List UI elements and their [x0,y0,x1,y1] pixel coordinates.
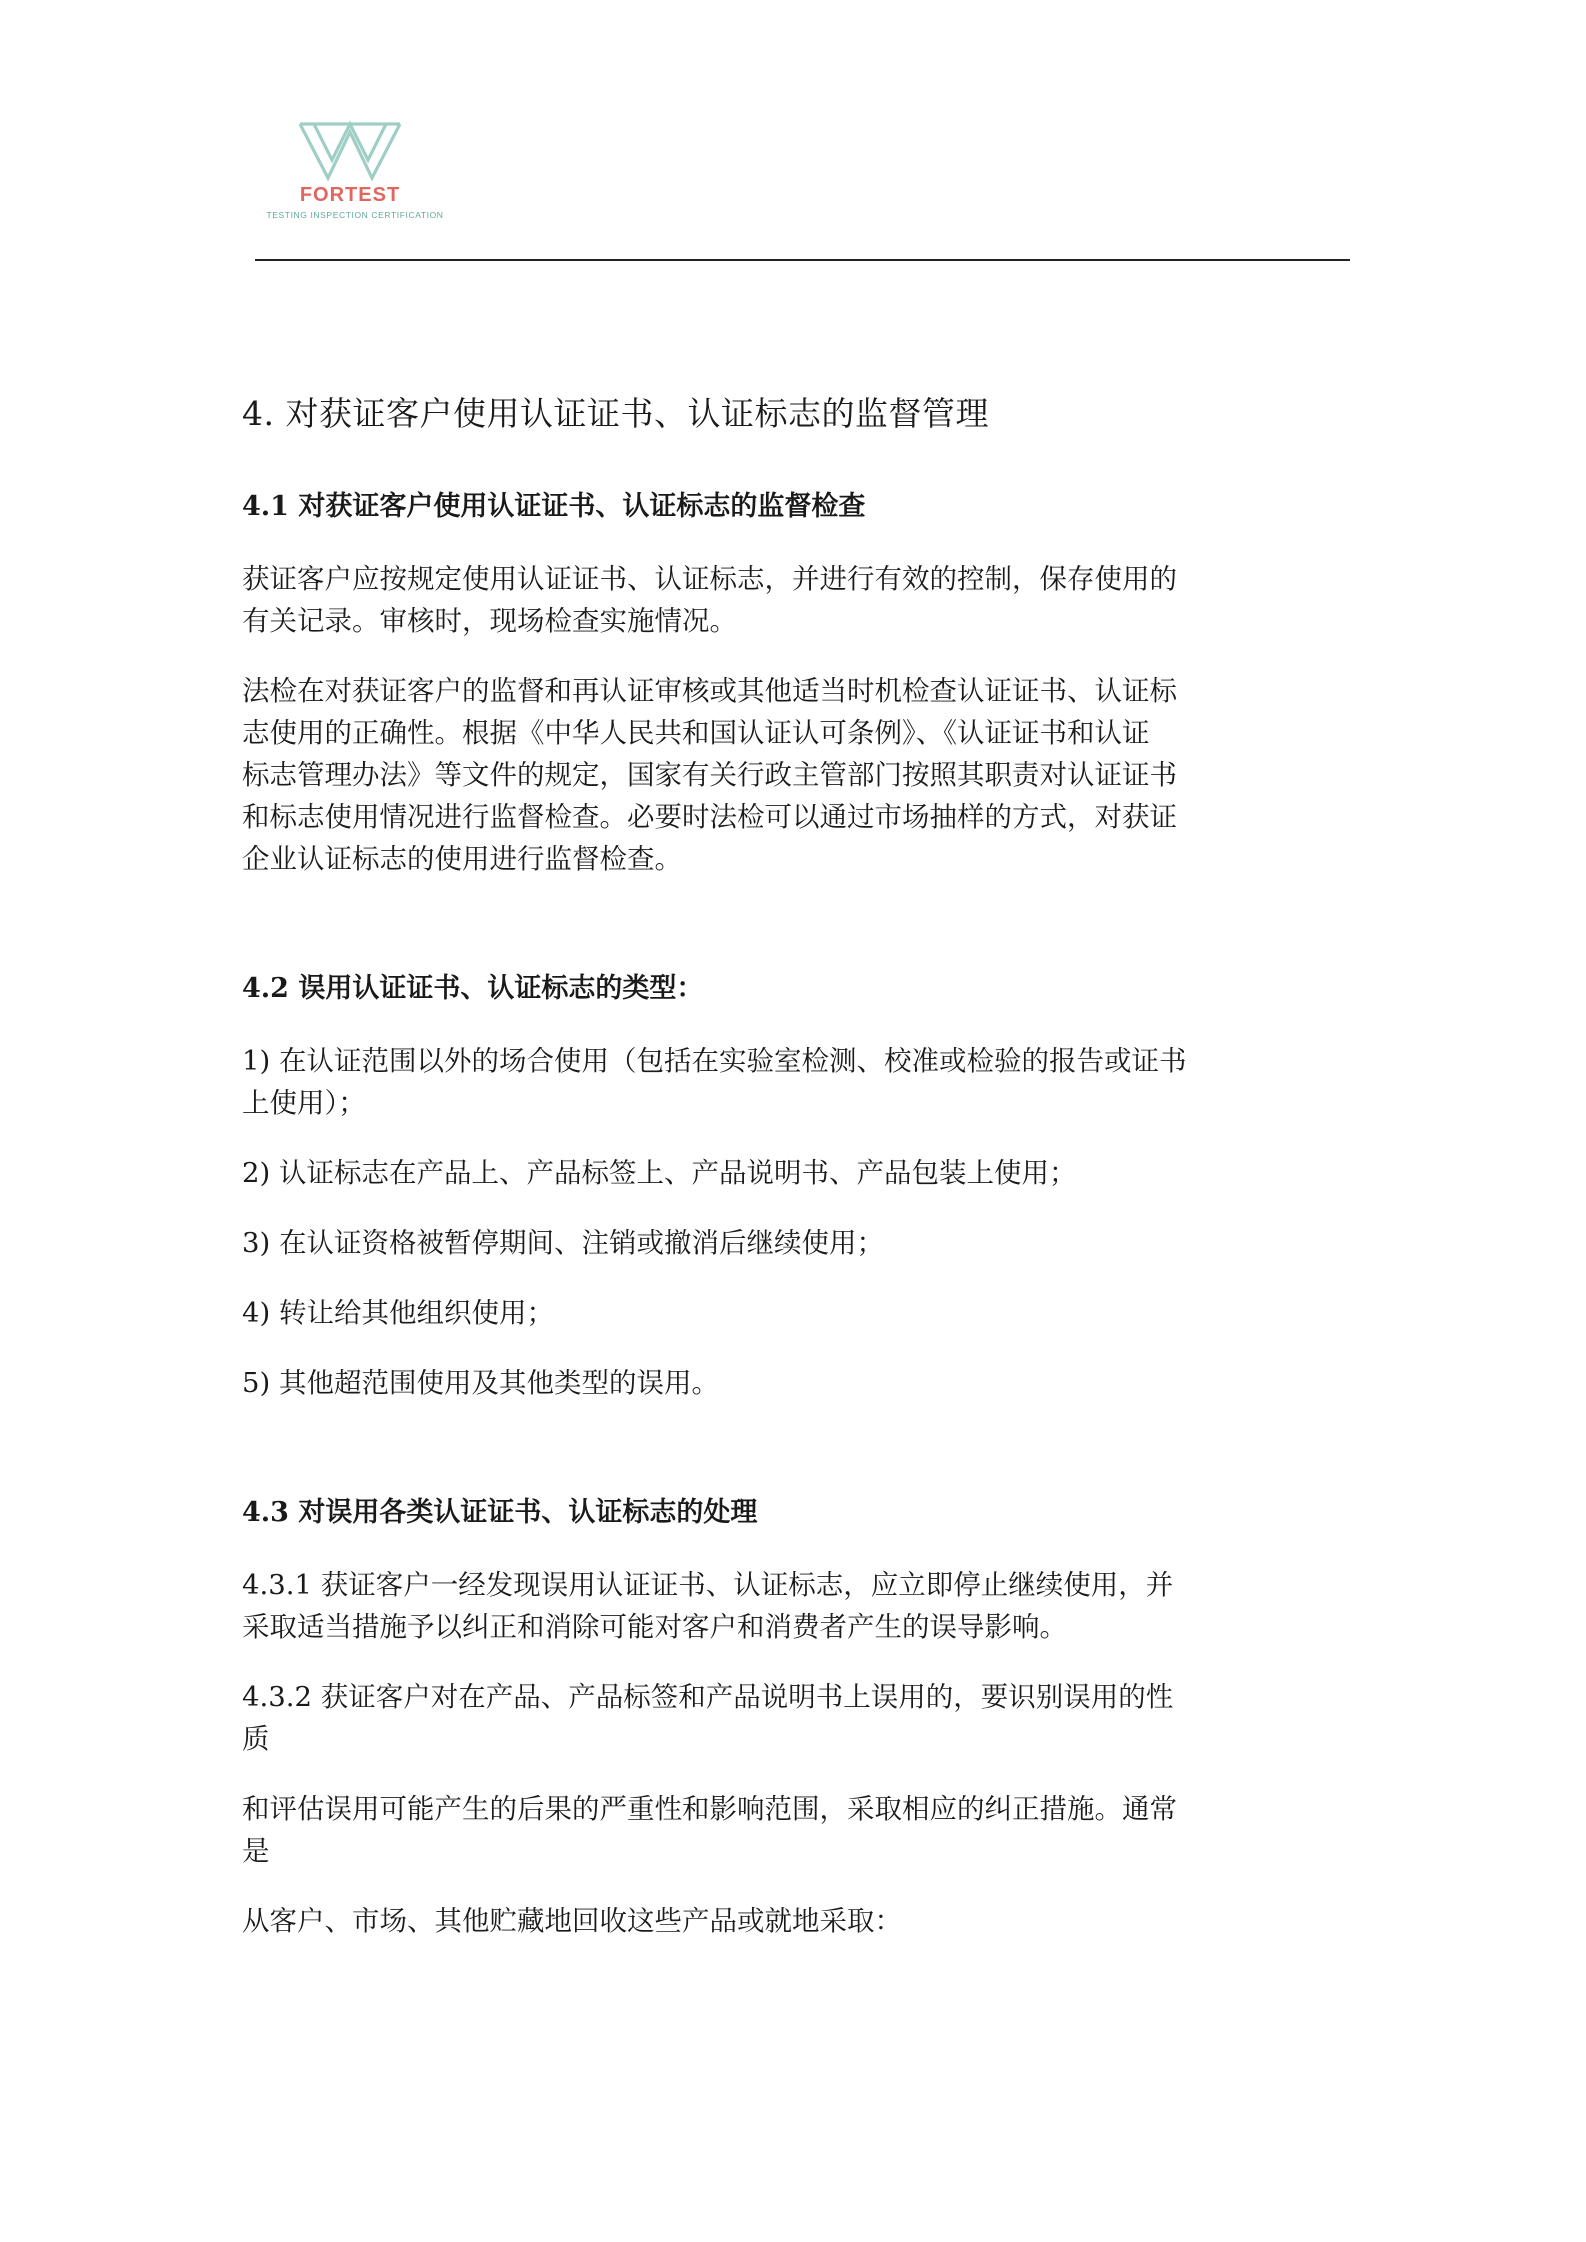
list-item: 4) 转让给其他组织使用； [242,1297,554,1329]
paragraph-4-3-1: 4.3.1 获证客户一经发现误用认证证书、认证标志，应立即停止继续使用，并 采取适当措施予以纠正和消除可能对客户和消费者产生的误导影响。 [242,1569,1174,1643]
fortest-logo [250,120,460,230]
header-divider [255,259,1350,261]
section-heading: 4. 对获证客户使用认证证书、认证标志的监督管理 [242,394,989,433]
paragraph-4-3-2-cont: 和评估误用可能产生的后果的严重性和影响范围，采取相应的纠正措施。通常 是 [242,1793,1177,1867]
list-item: 2) 认证标志在产品上、产品标签上、产品说明书、产品包装上使用； [242,1157,1077,1189]
paragraph-4-3-2: 4.3.2 获证客户对在产品、产品标签和产品说明书上误用的，要识别误用的性 质 [242,1681,1174,1755]
document-body [242,384,1352,1942]
logo-tagline: TESTING INSPECTION CERTIFICATION [266,210,444,220]
list-item: 3) 在认证资格被暂停期间、注销或撤消后继续使用； [242,1227,884,1259]
list-item: 1) 在认证范围以外的场合使用（包括在实验室检测、校准或检验的报告或证书 上使用）； [242,1045,1187,1119]
list-item: 5) 其他超范围使用及其他类型的误用。 [242,1367,719,1399]
subsection-title-4-2: 4.2 误用认证证书、认证标志的类型： [242,973,704,1004]
subsection-title-4-1: 4.1 对获证客户使用认证证书、认证标志的监督检查 [242,491,866,522]
paragraph-4-1-1: 获证客户应按规定使用认证证书、认证标志，并进行有效的控制，保存使用的 有关记录。审核时，现场检查实施情况。 [242,563,1177,637]
fortest-w-mark-icon [298,120,402,182]
logo-name: FORTEST [299,184,401,206]
paragraph-4-3-2-cont-2: 从客户、市场、其他贮藏地回收这些产品或就地采取： [242,1905,902,1937]
paragraph-4-1-2: 法检在对获证客户的监督和再认证审核或其他适当时机检查认证证书、认证标 志使用的正确性。根据《中华人民共和国认证认可条例》、《认证证书和认证 标志管理办法》等文件的规定，国家有关行政主管部门按照其职责对认证证书 和标志使用情况进行监督检查。必要时法检可以通过市场抽样的方式，对获证 企业认证标志的使用进行监督检查。 [242,675,1177,875]
subsection-title-4-3: 4.3 对误用各类认证证书、认证标志的处理 [242,1497,758,1528]
